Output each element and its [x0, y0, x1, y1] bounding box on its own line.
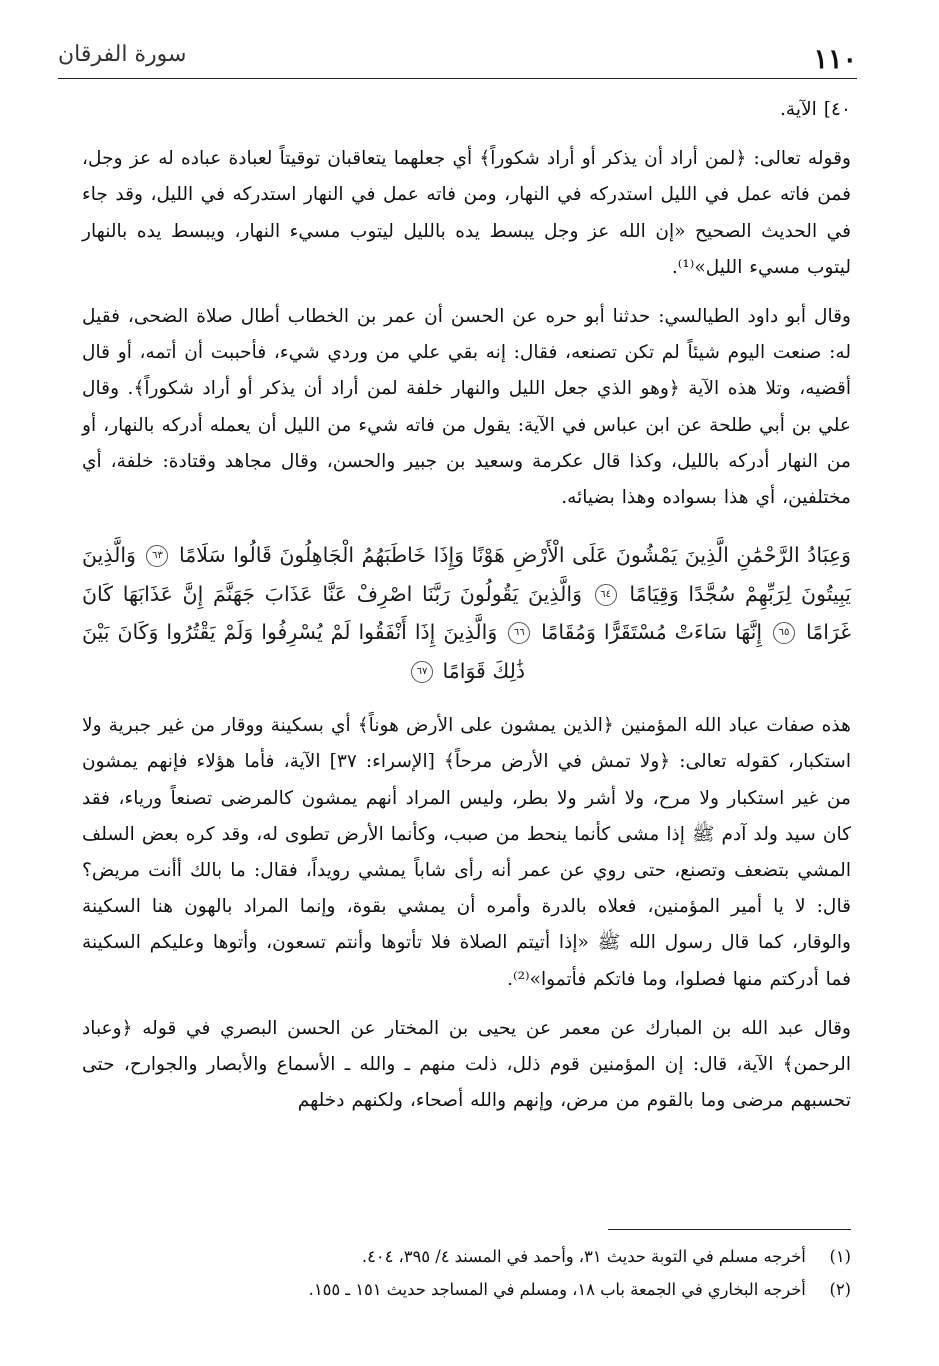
- footnote-text: أخرجه مسلم في التوبة حديث ٣١، وأحمد في المسند ٤/ ٣٩٥، ٤٠٤.: [361, 1247, 806, 1266]
- ayah-number-marker: ٦٧: [411, 661, 433, 683]
- footnote-item: [82, 1240, 851, 1273]
- quran-verses-block: [82, 536, 851, 690]
- verse-67: وَالَّذِينَ إِذَا أَنْفَقُوا لَمْ يُسْرِفُوا وَلَمْ يَقْتُرُوا وَكَانَ بَيْنَ ذَٰلِكَ قَوَامًا: [82, 620, 525, 683]
- paragraph-commentary-3: هذه صفات عباد الله المؤمنين ﴿الذين يمشون على الأرض هوناً﴾ أي بسكينة ووقار من غير جبرية ولا استكبار، كقوله تعالى: ﴿ولا تمش في الأرض مرحاً﴾ [الإسراء: ٣٧] الآية، فأما هؤلاء فإنهم يمشون من غير استكبار ولا مرح، ولا أشر ولا بطر، وليس المراد أنهم يمشون كالمرضى تصنعاً ورياء، فقد كان سيد ولد آدم ﷺ إذا مشى كأنما ينحط من صبب، وكأنما الأرض تطوى له، وقد كره بعض السلف المشي بتضعف وتصنع، حتى روي عن عمر أنه رأى شاباً يمشي رويداً، فقال: ما بالك أأنت مريض؟ قال: لا يا أمير المؤمنين، فعلاه بالدرة وأمره أن يمشي بقوة، وإنما المراد بالهون هنا السكينة والوقار، كما قال رسول الله ﷺ «إذا أتيتم الصلاة فلا تأتوها وأنتم تسعون، وأتوها وعليكم السكينة فما أدركتم منها فصلوا، وما فاتكم فأتموا»⁽²⁾.: [82, 715, 851, 990]
- verse-64: وَالَّذِينَ يَبِيتُونَ لِرَبِّهِمْ سُجَّدًا وَقِيَامًا: [82, 543, 851, 606]
- verse-63: وَعِبَادُ الرَّحْمَٰنِ الَّذِينَ يَمْشُونَ عَلَى الْأَرْضِ هَوْنًا وَإِذَا خَاطَبَهُمُ الْجَاهِلُونَ قَالُوا سَلَامًا: [179, 543, 851, 568]
- ayah-number-marker: ٦٣: [146, 545, 168, 567]
- paragraph-commentary-4: وقال عبد الله بن المبارك عن معمر عن يحيى بن المختار عن الحسن البصري في قوله ﴿وعباد الرحمن﴾ الآية، قال: إن المؤمنين قوم ذلل، ذلت منهم ـ والله ـ الأسماع والأبصار والجوارح، حتى تحسبهم مرضى وما بالقوم من مرض، وإنهم والله أصحاء، ولكنهم دخلهم: [82, 1017, 851, 1112]
- paragraph-commentary-1: وقوله تعالى: ﴿لمن أراد أن يذكر أو أراد شكوراً﴾ أي جعلهما يتعاقبان توقيتاً لعبادة عباده له عز وجل، فمن فاته عمل في الليل استدركه في النهار، ومن فاته عمل في النهار استدركه في الليل، وقد جاء في الحديث الصحيح «إن الله عز وجل يبسط يده بالليل ليتوب مسيء النهار، ويبسط يده بالنهار ليتوب مسيء الليل»⁽¹⁾.: [82, 148, 851, 278]
- footnote-number: (٢): [829, 1280, 851, 1299]
- footnote-text: أخرجه البخاري في الجمعة باب ١٨، ومسلم في المساجد حديث ١٥١ ـ ١٥٥.: [308, 1280, 806, 1299]
- verse-66: إِنَّهَا سَاءَتْ مُسْتَقَرًّا وَمُقَامًا: [541, 620, 763, 645]
- verse-65: وَالَّذِينَ يَقُولُونَ رَبَّنَا اصْرِفْ عَنَّا عَذَابَ جَهَنَّمَ إِنَّ عَذَابَهَا كَانَ غَرَامًا: [82, 581, 851, 645]
- running-head: سورة الفرقان: [58, 42, 187, 67]
- footnote-item: [82, 1273, 851, 1306]
- paragraph-commentary-2: وقال أبو داود الطيالسي: حدثنا أبو حره عن الحسن أن عمر بن الخطاب أطال صلاة الضحى، فقيل له: صنعت اليوم شيئاً لم تكن تصنعه، فقال: إنه بقي علي من وردي شيء، فأحببت أن أتمه، أو قال أقضيه، وتلا هذه الآية ﴿وهو الذي جعل الليل والنهار خلفة لمن أراد أن يذكر أو أراد شكوراً﴾. وقال علي بن أبي طلحة عن ابن عباس في الآية: يقول من فاته شيء من الليل أن يعمله أدركه بالنهار، أو من النهار أدركه بالليل، وكذا قال عكرمة وسعيد بن جبير والحسن، وقال مجاهد وقتادة: خلفة، أي مختلفين، أي هذا بسواده وهذا بضيائه.: [82, 306, 851, 509]
- page-header: [58, 40, 857, 79]
- ayah-number-marker: ٦٤: [595, 584, 617, 606]
- footnote-number: (١): [829, 1247, 851, 1266]
- page-number: ١١٠: [813, 44, 857, 75]
- ayah-number-marker: ٦٦: [508, 622, 530, 644]
- page-body: [82, 92, 851, 1119]
- ayah-number-marker: ٦٥: [773, 622, 795, 644]
- paragraph-verse-ref: ٤٠] الآية.: [780, 99, 851, 120]
- footnote-divider: [608, 1229, 851, 1230]
- footnotes: [82, 1240, 851, 1306]
